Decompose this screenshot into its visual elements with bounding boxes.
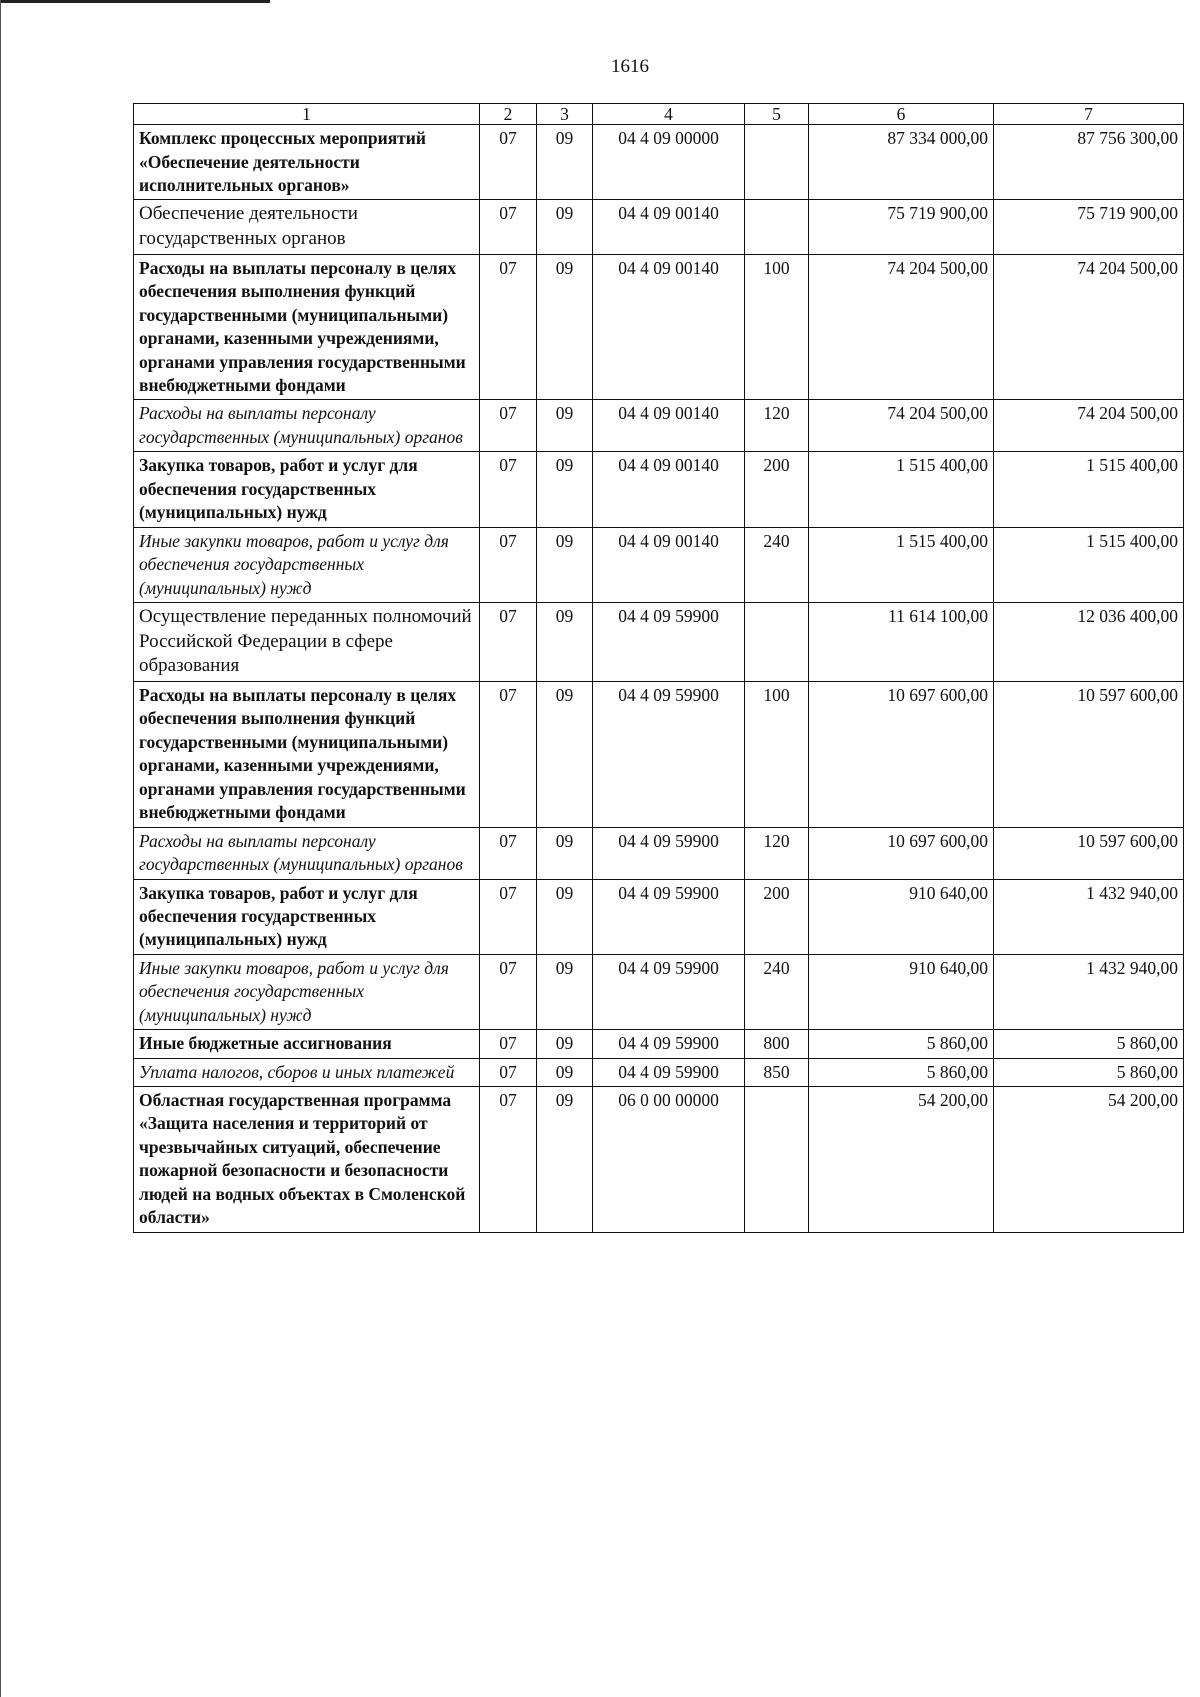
section-code-cell: 07: [480, 452, 537, 527]
section-code-cell: 07: [480, 527, 537, 602]
expense-type-cell: 200: [745, 879, 809, 954]
subsection-code-cell: 09: [537, 452, 593, 527]
subsection-code-cell: 09: [537, 1030, 593, 1058]
target-article-cell: 06 0 00 00000: [593, 1087, 745, 1233]
target-article-cell: 04 4 09 59900: [593, 602, 745, 681]
subsection-code-cell: 09: [537, 602, 593, 681]
table-row: [134, 602, 1184, 681]
row-name-cell: Расходы на выплаты персоналу в целях обеспечения выполнения функций государственными (муниципальными) органами, казенными учреждениями, органами управления государственными внебюджетными фондами: [134, 254, 480, 400]
row-name-cell: Закупка товаров, работ и услуг для обеспечения государственных (муниципальных) нужд: [134, 879, 480, 954]
subsection-code-cell: 09: [537, 827, 593, 879]
amount-col7-cell: 54 200,00: [994, 1087, 1184, 1233]
row-name-cell: Иные закупки товаров, работ и услуг для обеспечения государственных (муниципальных) нужд: [134, 954, 480, 1029]
amount-col6-cell: 87 334 000,00: [809, 125, 994, 200]
row-name-cell: Расходы на выплаты персоналу государственных (муниципальных) органов: [134, 400, 480, 452]
expense-type-cell: [745, 602, 809, 681]
expense-type-cell: 120: [745, 400, 809, 452]
amount-col7-cell: 12 036 400,00: [994, 602, 1184, 681]
subsection-code-cell: 09: [537, 200, 593, 254]
amount-col6-cell: 5 860,00: [809, 1058, 994, 1086]
amount-col6-cell: 11 614 100,00: [809, 602, 994, 681]
amount-col6-cell: 5 860,00: [809, 1030, 994, 1058]
table-row: [134, 1030, 1184, 1058]
expense-type-cell: 100: [745, 254, 809, 400]
subsection-code-cell: 09: [537, 125, 593, 200]
table-row: [134, 452, 1184, 527]
amount-col7-cell: 5 860,00: [994, 1030, 1184, 1058]
header-cell: 2: [480, 104, 537, 125]
header-cell: 6: [809, 104, 994, 125]
header-cell: 7: [994, 104, 1184, 125]
expense-type-cell: 800: [745, 1030, 809, 1058]
expense-type-cell: 120: [745, 827, 809, 879]
section-code-cell: 07: [480, 879, 537, 954]
table-row: [134, 125, 1184, 200]
budget-table: [133, 103, 1184, 1233]
amount-col7-cell: 75 719 900,00: [994, 200, 1184, 254]
target-article-cell: 04 4 09 00000: [593, 125, 745, 200]
table-row: [134, 682, 1184, 828]
expense-type-cell: 240: [745, 527, 809, 602]
row-name-cell: Расходы на выплаты персоналу государственных (муниципальных) органов: [134, 827, 480, 879]
expense-type-cell: [745, 1087, 809, 1233]
target-article-cell: 04 4 09 00140: [593, 527, 745, 602]
subsection-code-cell: 09: [537, 954, 593, 1029]
amount-col6-cell: 910 640,00: [809, 954, 994, 1029]
expense-type-cell: 100: [745, 682, 809, 828]
section-code-cell: 07: [480, 1030, 537, 1058]
amount-col6-cell: 10 697 600,00: [809, 682, 994, 828]
section-code-cell: 07: [480, 1087, 537, 1233]
target-article-cell: 04 4 09 59900: [593, 954, 745, 1029]
amount-col6-cell: 74 204 500,00: [809, 400, 994, 452]
row-name-cell: Осуществление переданных полномочий Российской Федерации в сфере образования: [134, 602, 480, 681]
amount-col7-cell: 10 597 600,00: [994, 682, 1184, 828]
table-row: [134, 954, 1184, 1029]
subsection-code-cell: 09: [537, 254, 593, 400]
header-cell: 3: [537, 104, 593, 125]
target-article-cell: 04 4 09 00140: [593, 200, 745, 254]
row-name-cell: Иные бюджетные ассигнования: [134, 1030, 480, 1058]
amount-col7-cell: 74 204 500,00: [994, 400, 1184, 452]
section-code-cell: 07: [480, 200, 537, 254]
subsection-code-cell: 09: [537, 682, 593, 828]
row-name-cell: Уплата налогов, сборов и иных платежей: [134, 1058, 480, 1086]
amount-col7-cell: 1 515 400,00: [994, 527, 1184, 602]
target-article-cell: 04 4 09 59900: [593, 1030, 745, 1058]
expense-type-cell: [745, 200, 809, 254]
amount-col7-cell: 1 515 400,00: [994, 452, 1184, 527]
table-row: [134, 827, 1184, 879]
table-row: [134, 200, 1184, 254]
section-code-cell: 07: [480, 954, 537, 1029]
amount-col7-cell: 87 756 300,00: [994, 125, 1184, 200]
table-row: [134, 879, 1184, 954]
target-article-cell: 04 4 09 59900: [593, 827, 745, 879]
amount-col7-cell: 5 860,00: [994, 1058, 1184, 1086]
section-code-cell: 07: [480, 682, 537, 828]
section-code-cell: 07: [480, 602, 537, 681]
header-cell: 1: [134, 104, 480, 125]
amount-col6-cell: 75 719 900,00: [809, 200, 994, 254]
page-number: 1616: [611, 56, 649, 77]
target-article-cell: 04 4 09 59900: [593, 879, 745, 954]
amount-col7-cell: 10 597 600,00: [994, 827, 1184, 879]
expense-type-cell: 240: [745, 954, 809, 1029]
header-row: [134, 104, 1184, 125]
row-name-cell: Комплекс процессных мероприятий «Обеспечение деятельности исполнительных органов»: [134, 125, 480, 200]
table-row: [134, 254, 1184, 400]
subsection-code-cell: 09: [537, 879, 593, 954]
section-code-cell: 07: [480, 400, 537, 452]
target-article-cell: 04 4 09 00140: [593, 400, 745, 452]
subsection-code-cell: 09: [537, 400, 593, 452]
amount-col6-cell: 10 697 600,00: [809, 827, 994, 879]
row-name-cell: Областная государственная программа «Защита населения и территорий от чрезвычайных ситуаций, обеспечение пожарной безопасности и безопасности людей на водных объектах в Смоленской области»: [134, 1087, 480, 1233]
target-article-cell: 04 4 09 00140: [593, 254, 745, 400]
row-name-cell: Иные закупки товаров, работ и услуг для обеспечения государственных (муниципальных) нужд: [134, 527, 480, 602]
table-row: [134, 527, 1184, 602]
amount-col6-cell: 54 200,00: [809, 1087, 994, 1233]
amount-col6-cell: 910 640,00: [809, 879, 994, 954]
amount-col6-cell: 1 515 400,00: [809, 452, 994, 527]
subsection-code-cell: 09: [537, 1087, 593, 1233]
section-code-cell: 07: [480, 1058, 537, 1086]
amount-col7-cell: 74 204 500,00: [994, 254, 1184, 400]
expense-type-cell: 200: [745, 452, 809, 527]
target-article-cell: 04 4 09 59900: [593, 1058, 745, 1086]
amount-col7-cell: 1 432 940,00: [994, 954, 1184, 1029]
table-row: [134, 1087, 1184, 1233]
row-name-cell: Обеспечение деятельности государственных органов: [134, 200, 480, 254]
row-name-cell: Расходы на выплаты персоналу в целях обеспечения выполнения функций государственными (муниципальными) органами, казенными учреждениями, органами управления государственными внебюджетными фондами: [134, 682, 480, 828]
scan-artifact-left-edge: [0, 0, 1, 1697]
section-code-cell: 07: [480, 125, 537, 200]
header-cell: 5: [745, 104, 809, 125]
scan-artifact-top-line: [0, 0, 270, 3]
subsection-code-cell: 09: [537, 527, 593, 602]
amount-col7-cell: 1 432 940,00: [994, 879, 1184, 954]
header-cell: 4: [593, 104, 745, 125]
subsection-code-cell: 09: [537, 1058, 593, 1086]
amount-col6-cell: 74 204 500,00: [809, 254, 994, 400]
table-row: [134, 1058, 1184, 1086]
section-code-cell: 07: [480, 827, 537, 879]
table-row: [134, 400, 1184, 452]
amount-col6-cell: 1 515 400,00: [809, 527, 994, 602]
target-article-cell: 04 4 09 59900: [593, 682, 745, 828]
expense-type-cell: [745, 125, 809, 200]
target-article-cell: 04 4 09 00140: [593, 452, 745, 527]
section-code-cell: 07: [480, 254, 537, 400]
expense-type-cell: 850: [745, 1058, 809, 1086]
row-name-cell: Закупка товаров, работ и услуг для обеспечения государственных (муниципальных) нужд: [134, 452, 480, 527]
